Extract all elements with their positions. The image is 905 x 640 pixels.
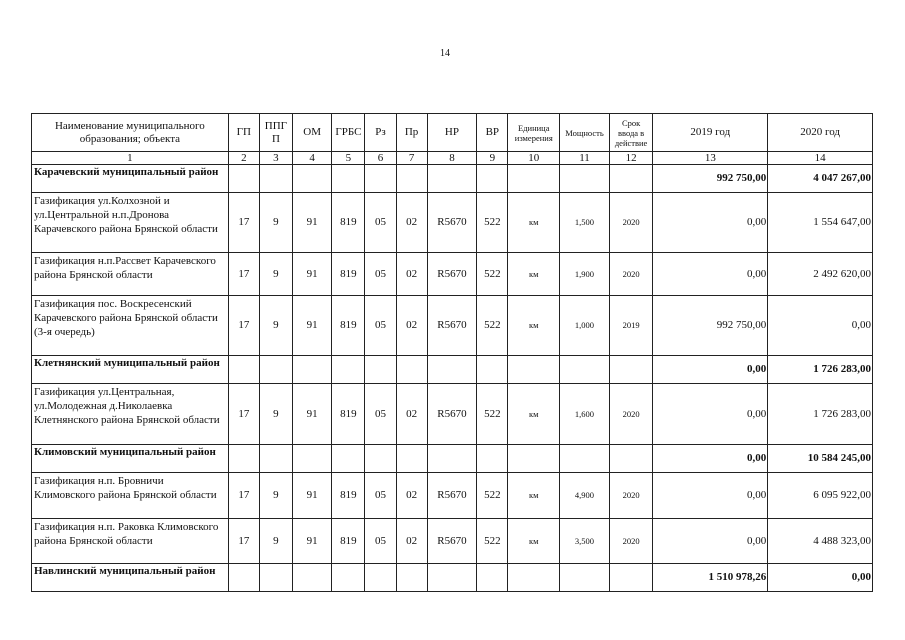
object-name: Газификация пос. Воскресенский Карачевского района Брянской области (3-я очередь) [32,296,229,356]
power-cell: 1,600 [560,384,610,445]
np-cell: R5670 [427,473,477,519]
unit-cell: км [508,473,560,519]
amount-2019: 0,00 [653,519,768,564]
object-row [32,519,873,564]
pr-cell: 02 [396,253,427,296]
term-cell: 2020 [609,519,653,564]
power-cell: 4,900 [560,473,610,519]
grbs-cell: 819 [332,473,365,519]
district-row [32,356,873,384]
amount-2019: 1 510 978,26 [653,564,768,592]
om-cell: 91 [292,193,331,253]
district-name: Клетнянский муниципальный район [32,356,229,384]
ppgp-cell: 9 [259,193,292,253]
unit-cell: км [508,253,560,296]
object-row [32,296,873,356]
term-cell: 2020 [609,193,653,253]
column-number: 8 [427,152,477,165]
amount-2020: 6 095 922,00 [768,473,873,519]
power-cell: 1,000 [560,296,610,356]
unit-cell: км [508,296,560,356]
om-cell: 91 [292,519,331,564]
term-cell: 2020 [609,253,653,296]
header-np: НР [427,114,477,152]
om-cell: 91 [292,253,331,296]
vr-cell: 522 [477,296,508,356]
column-number: 12 [609,152,653,165]
district-row [32,564,873,592]
column-number: 3 [259,152,292,165]
vr-cell: 522 [477,473,508,519]
vr-cell: 522 [477,253,508,296]
column-number: 13 [653,152,768,165]
power-cell: 3,500 [560,519,610,564]
amount-2020: 4 047 267,00 [768,165,873,193]
pr-cell: 02 [396,473,427,519]
amount-2019: 0,00 [653,253,768,296]
ppgp-cell: 9 [259,384,292,445]
header-grbs: ГРБС [332,114,365,152]
rz-cell: 05 [365,384,396,445]
header-name: Наименование муниципального образования; объекта [32,114,229,152]
object-row [32,193,873,253]
gp-cell: 17 [228,384,259,445]
column-number: 2 [228,152,259,165]
object-row [32,384,873,445]
rz-cell: 05 [365,296,396,356]
gp-cell: 17 [228,193,259,253]
page-number: 14 [440,48,450,59]
pr-cell: 02 [396,296,427,356]
gp-cell: 17 [228,473,259,519]
amount-2020: 1 726 283,00 [768,356,873,384]
ppgp-cell: 9 [259,519,292,564]
column-number: 11 [560,152,610,165]
header-ppgp: ППГ П [259,114,292,152]
amount-2019: 0,00 [653,445,768,473]
vr-cell: 522 [477,519,508,564]
ppgp-cell: 9 [259,296,292,356]
district-name: Карачевский муниципальный район [32,165,229,193]
pr-cell: 02 [396,384,427,445]
grbs-cell: 819 [332,296,365,356]
district-row [32,165,873,193]
np-cell: R5670 [427,519,477,564]
object-name: Газификация ул.Центральная, ул.Молодежная д.Николаевка Клетнянского района Брянской области [32,384,229,445]
np-cell: R5670 [427,296,477,356]
amount-2019: 0,00 [653,193,768,253]
header-gp: ГП [228,114,259,152]
ppgp-cell: 9 [259,473,292,519]
amount-2019: 992 750,00 [653,296,768,356]
pr-cell: 02 [396,193,427,253]
column-number: 10 [508,152,560,165]
np-cell: R5670 [427,384,477,445]
term-cell: 2020 [609,384,653,445]
unit-cell: км [508,384,560,445]
rz-cell: 05 [365,253,396,296]
power-cell: 1,500 [560,193,610,253]
ppgp-cell: 9 [259,253,292,296]
amount-2020: 1 554 647,00 [768,193,873,253]
om-cell: 91 [292,473,331,519]
amount-2020: 0,00 [768,564,873,592]
object-row [32,473,873,519]
np-cell: R5670 [427,193,477,253]
header-rz: Рз [365,114,396,152]
column-number: 7 [396,152,427,165]
column-number: 14 [768,152,873,165]
gp-cell: 17 [228,253,259,296]
om-cell: 91 [292,384,331,445]
amount-2019: 992 750,00 [653,165,768,193]
rz-cell: 05 [365,193,396,253]
np-cell: R5670 [427,253,477,296]
header-vr: ВР [477,114,508,152]
grbs-cell: 819 [332,519,365,564]
district-row [32,445,873,473]
header-row [32,114,873,152]
term-cell: 2019 [609,296,653,356]
header-power: Мощность [560,114,610,152]
unit-cell: км [508,519,560,564]
column-number: 4 [292,152,331,165]
amount-2020: 4 488 323,00 [768,519,873,564]
om-cell: 91 [292,296,331,356]
vr-cell: 522 [477,384,508,445]
header-2020: 2020 год [768,114,873,152]
amount-2020: 2 492 620,00 [768,253,873,296]
column-number-row [32,152,873,165]
column-number: 9 [477,152,508,165]
amount-2019: 0,00 [653,384,768,445]
column-number: 6 [365,152,396,165]
district-name: Навлинский муниципальный район [32,564,229,592]
column-number: 1 [32,152,229,165]
header-pr: Пр [396,114,427,152]
rz-cell: 05 [365,473,396,519]
amount-2019: 0,00 [653,356,768,384]
object-name: Газификация ул.Колхозной и ул.Центральной н.п.Дронова Карачевского района Брянской области [32,193,229,253]
object-name: Газификация н.п.Рассвет Карачевского района Брянской области [32,253,229,296]
object-row [32,253,873,296]
amount-2020: 1 726 283,00 [768,384,873,445]
header-om: ОМ [292,114,331,152]
header-2019: 2019 год [653,114,768,152]
object-name: Газификация н.п. Раковка Климовского района Брянской области [32,519,229,564]
district-name: Климовский муниципальный район [32,445,229,473]
gp-cell: 17 [228,296,259,356]
amount-2020: 10 584 245,00 [768,445,873,473]
gp-cell: 17 [228,519,259,564]
rz-cell: 05 [365,519,396,564]
column-number: 5 [332,152,365,165]
grbs-cell: 819 [332,193,365,253]
header-unit: Единица измерения [508,114,560,152]
header-term: Срок ввода в действие [609,114,653,152]
vr-cell: 522 [477,193,508,253]
amount-2020: 0,00 [768,296,873,356]
grbs-cell: 819 [332,384,365,445]
object-name: Газификация н.п. Бровничи Климовского района Брянской области [32,473,229,519]
unit-cell: км [508,193,560,253]
amount-2019: 0,00 [653,473,768,519]
pr-cell: 02 [396,519,427,564]
power-cell: 1,900 [560,253,610,296]
term-cell: 2020 [609,473,653,519]
grbs-cell: 819 [332,253,365,296]
budget-table [31,113,873,592]
